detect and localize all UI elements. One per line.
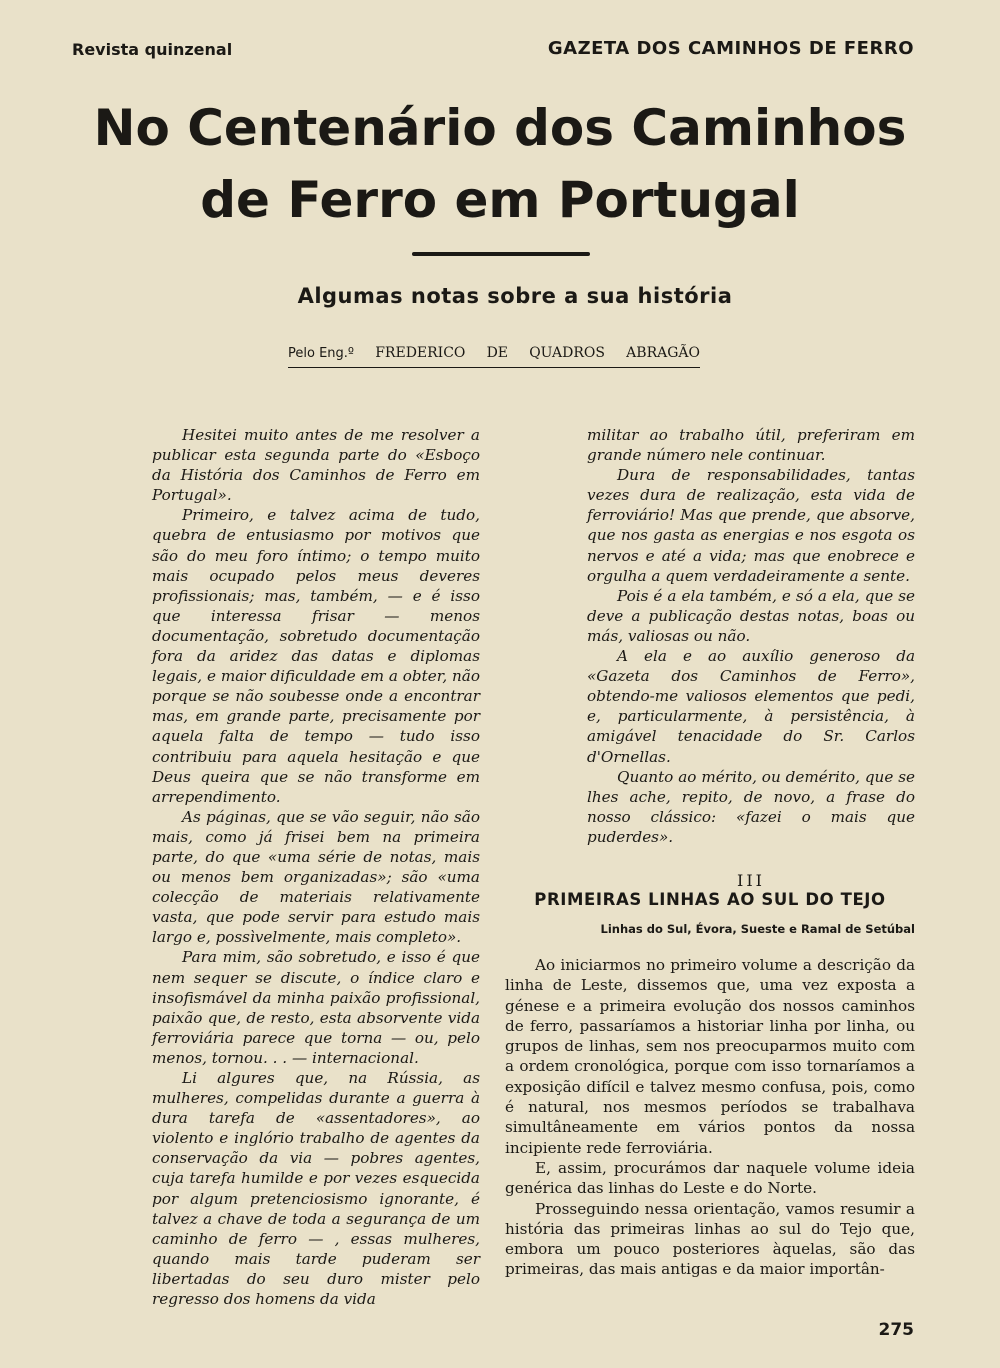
chapter-numeral: III — [737, 870, 765, 890]
intro-column-right — [587, 425, 915, 913]
paragraph: Para mim, são sobretudo, e isso é que nem sequer se discute, o índice claro e insofismável da minha paixão profissional, paixão que, de resto, esta absorvente vida ferroviária parece que torna — ou, pelo menos, tornou. . . — internacional. — [152, 948, 480, 1067]
paragraph: Li algures que, na Rússia, as mulheres, compelidas durante a guerra à dura tarefa de «assentadores», ao violento e inglório trabalho de agentes da conservação da via — pobres agentes, cuja tarefa humilde e por vezes esquecida por algum pretenciosismo ignorante, é talvez a chave de toda a segurança de um caminho de ferro — , essas mulheres, quando mais tarde puderam ser libertadas do seu duro mister pelo regresso dos homens da vida — [152, 1069, 480, 1309]
byline-word: QUADROS — [529, 345, 605, 361]
paragraph: A ela e ao auxílio generoso da «Gazeta dos Caminhos de Ferro», obtendo-me valiosos elementos que pedi, e, particularmente, à persistência, à amigável tenacidade do Sr. Carlos d'Ornellas. — [587, 647, 915, 766]
paragraph: Hesitei muito antes de me resolver a publicar esta segunda parte do «Esboço da História dos Caminhos de Ferro em Portugal». — [152, 426, 480, 505]
chapter-subtitle: Linhas do Sul, Évora, Sueste e Ramal de Setúbal — [600, 922, 915, 936]
chapter-body — [505, 955, 915, 1280]
byline-word: DE — [486, 345, 509, 361]
page-number: 275 — [878, 1320, 914, 1340]
paragraph: E, assim, procurámos dar naquele volume ideia genérica das linhas do Leste e do Norte. — [505, 1158, 915, 1198]
paragraph: Prosseguindo nessa orientação, vamos resumir a história das primeiras linhas ao sul do Tejo que, embora um pouco posteriores àquelas, são das primeiras, das mais antigas e da maior importân- — [505, 1199, 915, 1279]
byline-word: ABRAGÃO — [626, 345, 700, 361]
byline-prefix: Pelo Eng.º — [288, 346, 355, 361]
paragraph: Pois é a ela também, e só a ela, que se deve a publicação destas notas, boas ou más, valiosas ou não. — [587, 586, 915, 645]
paragraph: militar ao trabalho útil, preferiram em grande número nele continuar. — [587, 426, 915, 465]
paragraph: Dura de responsabilidades, tantas vezes dura de realização, esta vida de ferroviário! Mas que prende, que absorve, que nos gasta as energias e nos esgota os nervos e até a vida; mas que enobrece e orgulha a quem verdadeiramente a sente. — [587, 466, 915, 585]
intro-continuation — [587, 425, 915, 847]
paragraph: Quanto ao mérito, ou demérito, que se lhes ache, repito, de novo, a frase do nosso clássico: «fazei o mais que puderdes». — [587, 767, 915, 846]
running-header-left: Revista quinzenal — [72, 40, 233, 59]
byline — [288, 345, 700, 361]
byline-rule — [288, 367, 700, 368]
running-header-right: GAZETA DOS CAMINHOS DE FERRO — [547, 38, 914, 59]
byline-word: FREDERICO — [375, 345, 466, 361]
article-title — [40, 92, 960, 236]
title-rule — [412, 252, 590, 256]
paragraph: Primeiro, e talvez acima de tudo, quebra de entusiasmo por motivos que são do meu foro íntimo; o tempo muito mais ocupado pelos meus deveres profissionais; mas, também, — e é isso que interessa frisar — menos documentação, sobretudo documentação fora da aridez das datas e diplomas legais, e maior dificuldade em a obter, não porque se não soubesse onde a encontrar mas, em grande parte, precisamente por aquela falta de tempo — tudo isso contribuiu para aquela hesitação e que Deus queira que se não transforme em arrependimento. — [152, 506, 480, 806]
article-title-line-1: No Centenário dos Caminhos — [93, 99, 907, 157]
article-title-line-2: de Ferro em Portugal — [200, 171, 800, 229]
article-subtitle: Algumas notas sobre a sua história — [297, 284, 733, 308]
intro-column-left — [152, 425, 480, 1309]
paragraph: As páginas, que se vão seguir, não são mais, como já frisei bem na primeira parte, do que «uma série de notas, mais ou menos bem organizadas»; são «uma colecção de materiais relativamente vasta, que pode servir para estudo mais largo e, possìvelmente, mais completo». — [152, 807, 480, 947]
paragraph: Ao iniciarmos no primeiro volume a descrição da linha de Leste, dissemos que, uma vez exposta a génese e a primeira evolução dos nossos caminhos de ferro, passaríamos a historiar linha por linha, ou grupos de linhas, sem nos preocuparmos muito com a ordem cronológica, porque com isso tornaríamos a exposição difícil e talvez mesmo confusa, pois, como é natural, nos mesmos períodos se trabalhava simultâneamente em vários pontos da nossa incipiente rede ferroviária. — [505, 956, 915, 1157]
chapter-title: PRIMEIRAS LINHAS AO SUL DO TEJO — [534, 890, 886, 909]
